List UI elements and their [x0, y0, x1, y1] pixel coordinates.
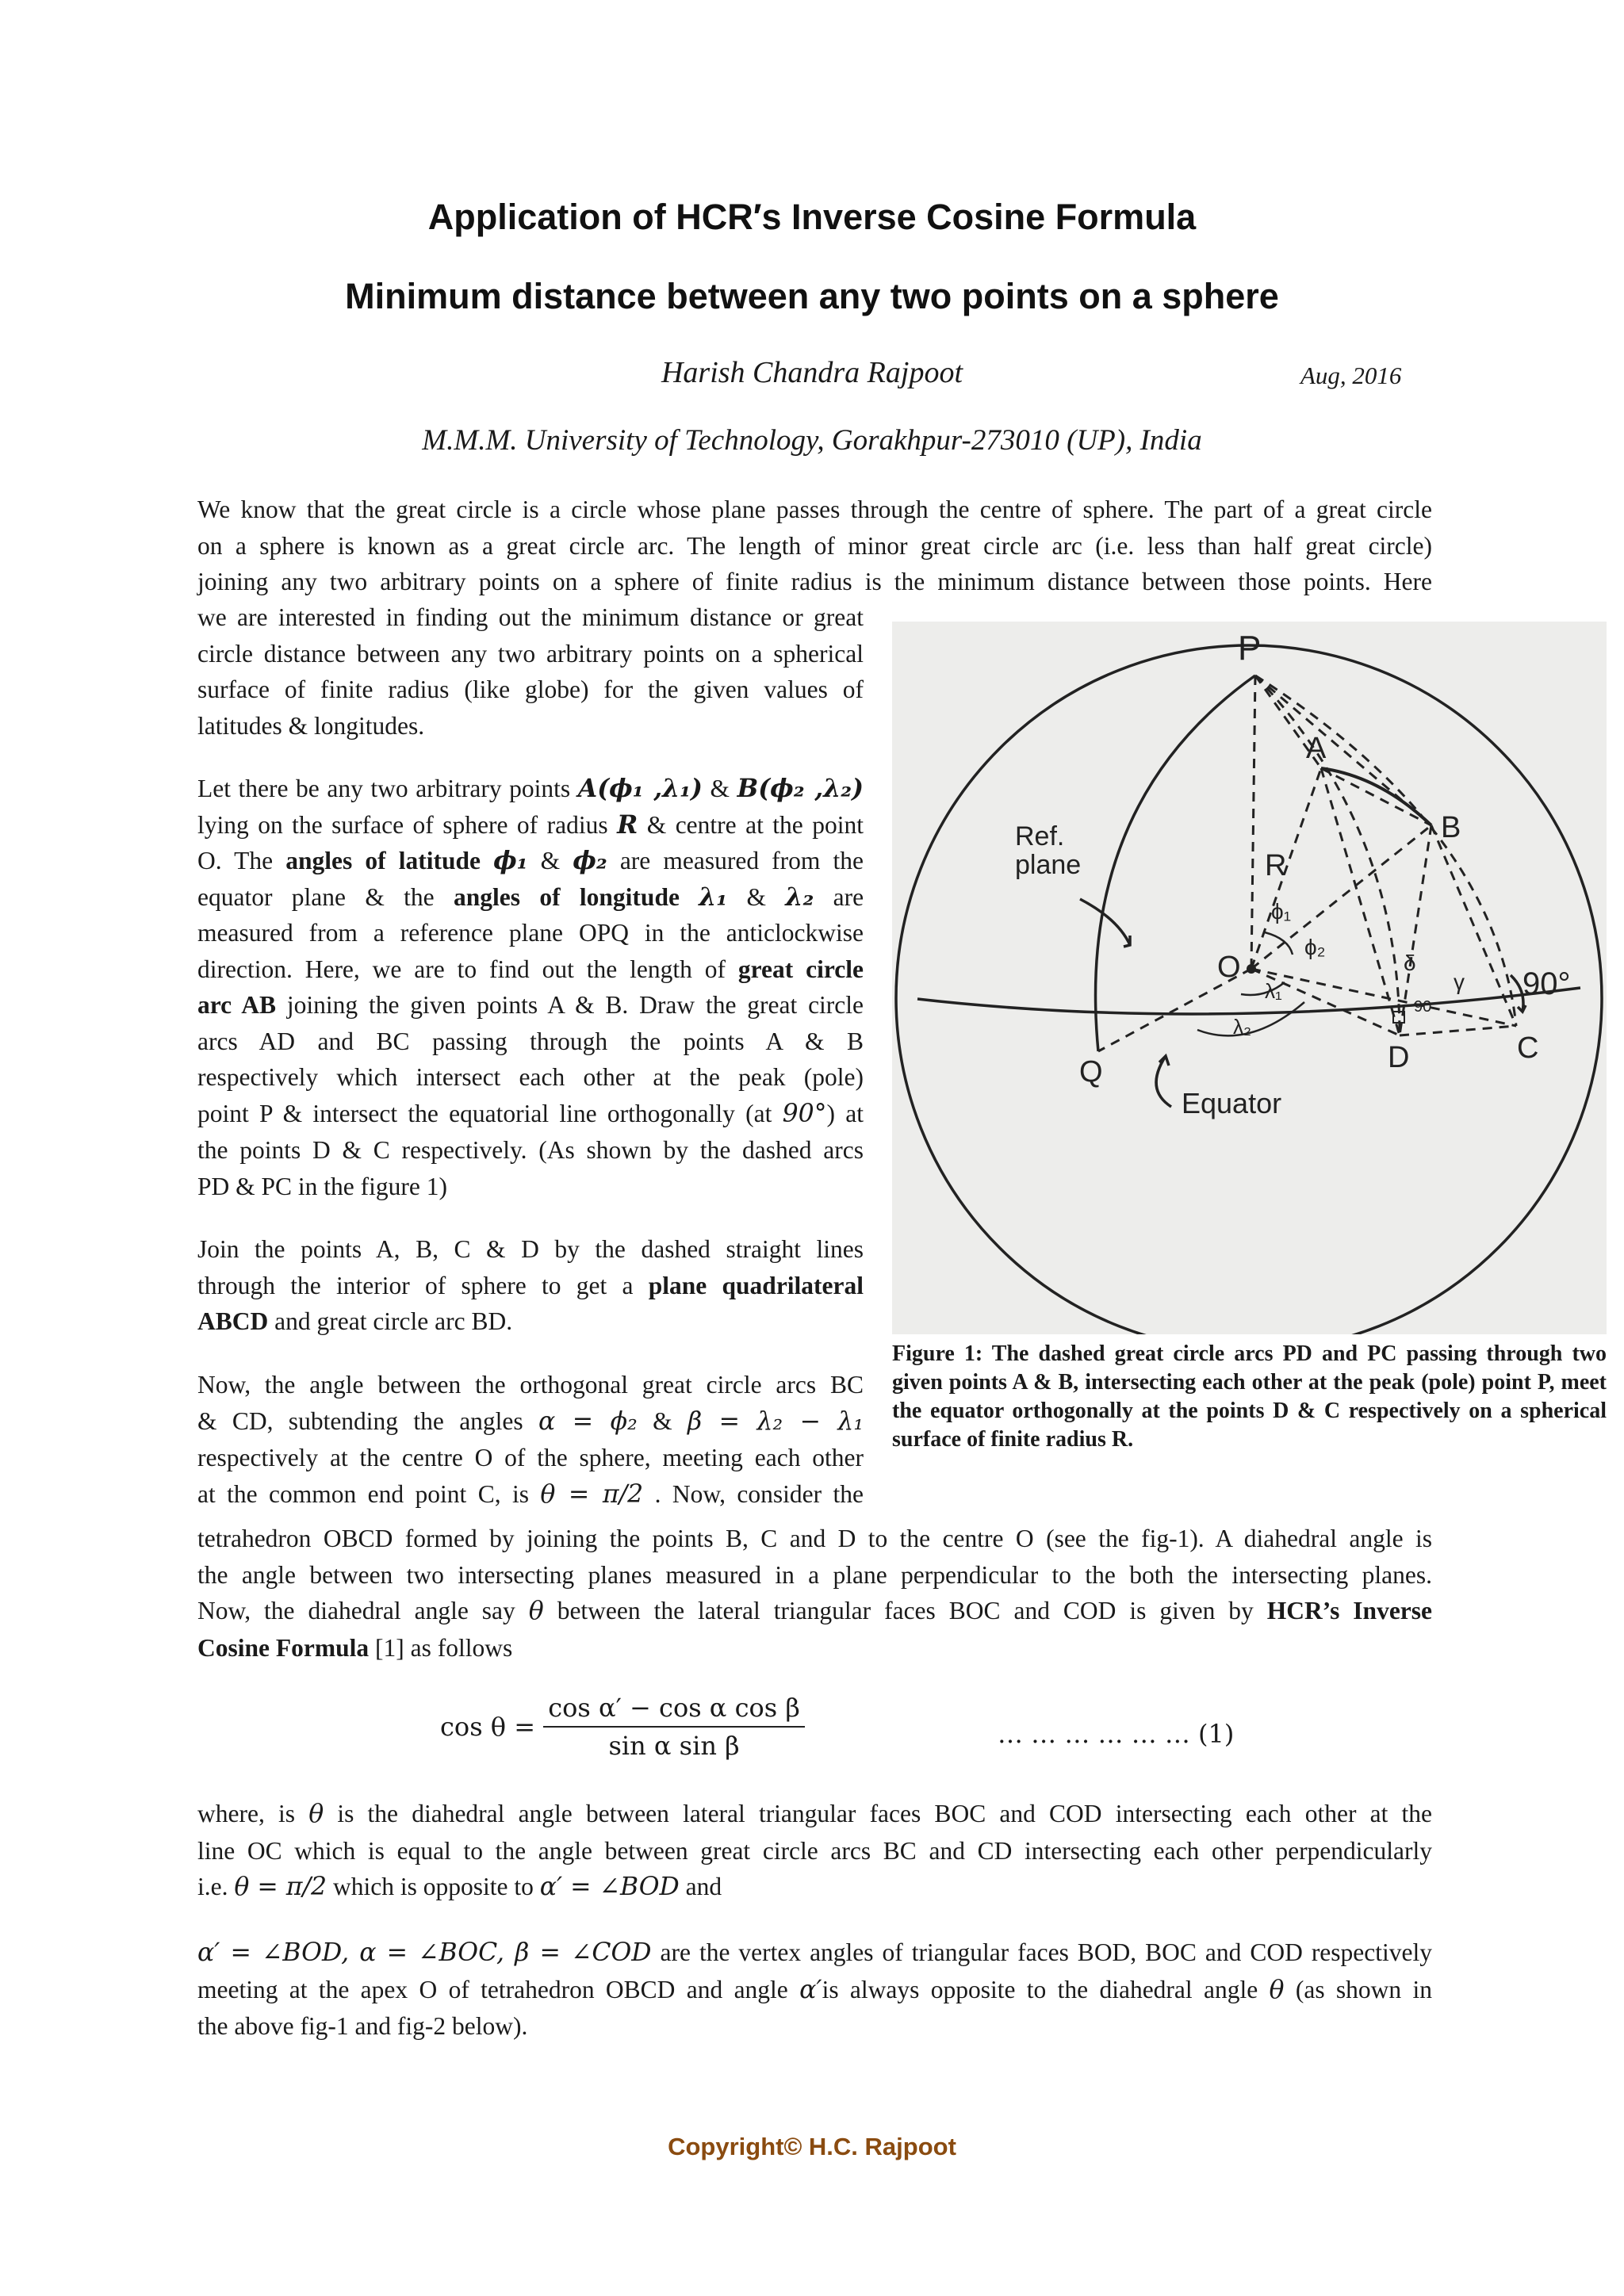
text-line: we are interested in finding out the minimum distance or great — [197, 603, 864, 631]
label-C: C — [1517, 1031, 1539, 1065]
text-line: We know that the great circle is a circle whose plane passes through the centre of sphere. The part of a great circle — [197, 496, 1432, 523]
figure-1 — [892, 622, 1607, 1334]
label-ref: Ref. — [1015, 821, 1065, 851]
equator-line — [917, 988, 1580, 1014]
reference-plane-arc — [1096, 675, 1255, 1051]
label-gamma: γ — [1454, 970, 1465, 994]
label-A: A — [1306, 732, 1327, 765]
label-delta: δ — [1404, 951, 1416, 975]
sphere-outline — [896, 645, 1602, 1334]
text-line: surface of finite radius (like globe) for the given values of — [197, 675, 864, 703]
title-line-2: Minimum distance between any two points on a sphere — [345, 276, 1279, 316]
text-line: on a sphere is known as a great circle arc. The length of minor great circle arc (i.e. less than half great circle) — [197, 531, 1432, 560]
sphere-diagram — [892, 622, 1607, 1334]
label-R: R — [1265, 849, 1287, 882]
figure-caption: Figure 1: The dashed great circle arcs PD and PC passing through two given points A & B, intersecting each other at the peak (pole) point P, meet the equator orthogonally at the points D & C respectively on a spherical surface of finite radius R. — [892, 1341, 1607, 1452]
label-90-small: 90 — [1414, 998, 1432, 1016]
text-line: latitudes & longitudes. — [197, 711, 425, 740]
left-paragraph-4: Now, the angle between the orthogonal great circle arcs BC & CD, subtending the angles α = ϕ₂ & β = λ₂ − λ₁ respectively at the centre O of the sphere, meeting each other at the common end point C, is θ = π/2 . Now, consider the — [197, 1371, 864, 1509]
left-paragraph-3: Join the points A, B, C & D by the dashed straight lines through the interior of sphere to get a plane quadrilateral ABCD and great circle arc BD. — [197, 1235, 864, 1335]
centre-O-dot — [1247, 964, 1256, 974]
author: Harish Chandra Rajpoot — [661, 356, 963, 389]
body-paragraph-7: α′ = ∠BOD, α = ∠BOC, β = ∠COD are the vertex angles of triangular faces BOD, BOC and COD respectively meeting at the apex O of tetrahedron OBCD and angle α′is always opposite to the diahedral angle θ (as shown in the above fig-1 and fig-2 below). — [197, 1938, 1433, 2040]
label-phi1: ϕ₁ — [1271, 899, 1292, 924]
intro-paragraph — [197, 492, 1432, 600]
affiliation: M.M.M. University of Technology, Gorakhpur-273010 (UP), India — [422, 424, 1202, 457]
left-paragraph-2: Let there be any two arbitrary points A(ϕ₁ ,λ₁) & B(ϕ₂ ,λ₂) lying on the surface of sphere of radius R & centre at the point O. The angles of latitude ϕ₁ & ϕ₂ are measured from the equator plane & the angles of longitude λ₁ & λ₂ are measured from a reference plane OPQ in the anticlockwise direction. Here, we are to find out the length of great circle arc AB joining the given points A & B. Draw the great circle arcs AD and BC passing through the points A & B respectively which intersect each other at the peak (pole) point P & intersect the equatorial line orthogonally (at 90°) at the points D & C respectively. (As shown by the dashed arcs PD & PC in the figure 1) — [197, 774, 864, 1200]
label-P: P — [1238, 629, 1262, 668]
date: Aug, 2016 — [1300, 362, 1402, 389]
body-paragraph-5: tetrahedron OBCD formed by joining the points B, C and D to the centre O (see the fig-1). A diahedral angle is the angle between two intersecting planes measured in a plane perpendicular to the both the intersecting planes. Now, the diahedral angle say θ between the lateral triangular faces BOC and COD is given by HCR’s Inverse Cosine Formula [1] as follows — [197, 1525, 1433, 1662]
label-lam2: λ₂ — [1233, 1015, 1252, 1039]
label-Q: Q — [1079, 1055, 1103, 1089]
label-D: D — [1388, 1041, 1410, 1074]
label-plane: plane — [1015, 850, 1082, 880]
formula-number: … … … … … … (1) — [998, 1719, 1235, 1749]
text-line: circle distance between any two arbitrary points on a spherical — [197, 639, 864, 668]
text-line: joining any two arbitrary points on a sphere of finite radius is the minimum distance between those points. Here — [197, 568, 1432, 595]
label-B: B — [1441, 811, 1461, 844]
title-line-1: Application of HCR′s Inverse Cosine Formula — [427, 197, 1197, 237]
left-paragraph-1 — [197, 599, 864, 744]
formula-1: cos θ = $\frac{\text{cos α′ − cos α cos β}}{\text{sin α sin β}}$ — [440, 1693, 805, 1761]
label-lam1: λ₁ — [1265, 979, 1282, 1003]
copyright-footer: Copyright© H.C. Rajpoot — [668, 2133, 956, 2160]
label-equator: Equator — [1182, 1087, 1282, 1119]
label-90-degree: 90° — [1522, 966, 1571, 1001]
body-paragraph-6: where, is θ is the diahedral angle between lateral triangular faces BOC and COD intersecting each other at the line OC which is equal to the angle between great circle arcs BC and CD intersecting each other perpendicularly i.e. θ = π/2 which is opposite to α′ = ∠BOD and — [197, 1800, 1433, 1901]
label-phi2: ϕ₂ — [1304, 935, 1326, 959]
label-O: O — [1217, 951, 1241, 984]
